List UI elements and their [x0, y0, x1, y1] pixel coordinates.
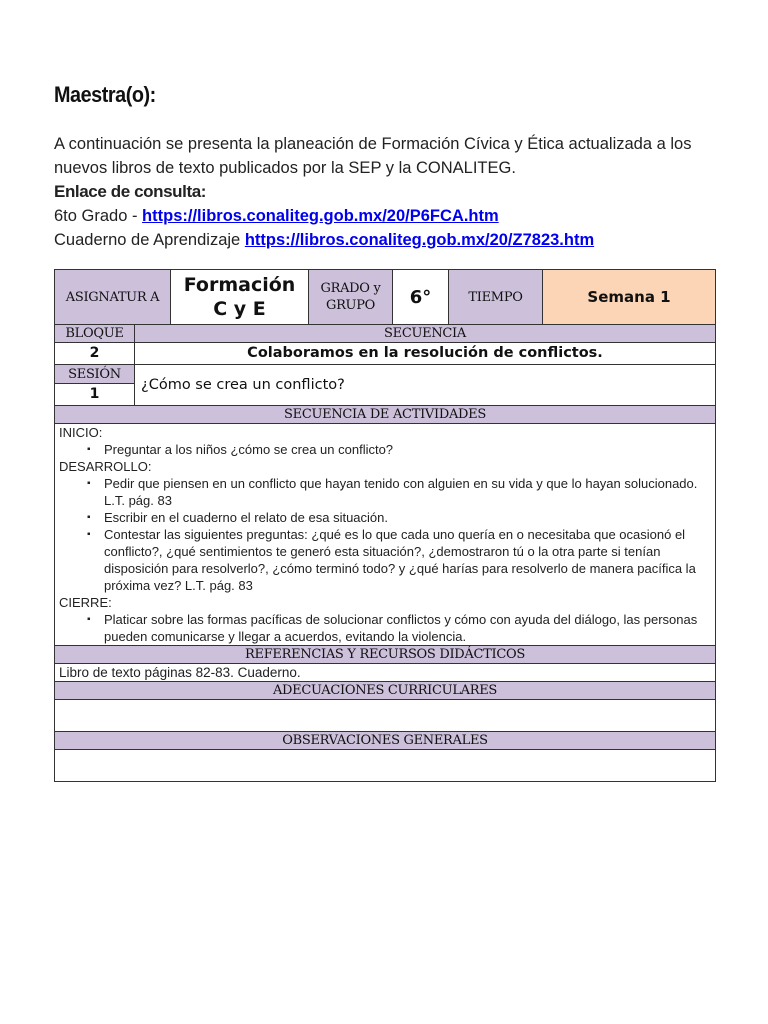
- referencias-value: Libro de texto páginas 82-83. Cuaderno.: [55, 664, 716, 682]
- asignatura-label: ASIGNATUR A: [55, 270, 171, 325]
- sesion-label: SESIÓN: [55, 365, 135, 384]
- inicio-list: [59, 441, 711, 458]
- grado-value: 6°: [393, 270, 449, 325]
- list-item: ▪ Escribir en el cuaderno el relato de esa situación.: [104, 509, 711, 526]
- links-heading: Enlace de consulta:: [54, 182, 207, 201]
- activities-cell: [55, 424, 716, 646]
- link2-line: [54, 228, 715, 252]
- bloque-value: 2: [55, 343, 135, 365]
- intro-text: A continuación se presenta la planeación de Formación Cívica y Ética actualizada a los nuevos libros de texto publicados por la SEP y la CONALITEG.: [54, 135, 692, 177]
- list-item: ▪ Pedir que piensen en un conflicto que hayan tenido con alguien en su vida y que lo hayan solucionado. L.T. pág. 83: [104, 475, 711, 509]
- referencias-label: REFERENCIAS Y RECURSOS DIDÁCTICOS: [55, 646, 716, 664]
- sesion-title: ¿Cómo se crea un conflicto?: [135, 365, 716, 406]
- observaciones-value: [55, 750, 716, 782]
- desarrollo-label: DESARROLLO:: [59, 459, 152, 474]
- link1-line: [54, 204, 715, 228]
- observaciones-label: OBSERVACIONES GENERALES: [55, 732, 716, 750]
- adecuaciones-value: [55, 700, 716, 732]
- inicio-label: INICIO:: [59, 425, 103, 440]
- link1-label: 6to Grado -: [54, 207, 143, 225]
- sesion-value: 1: [55, 384, 135, 406]
- grado-label: GRADO y GRUPO: [309, 270, 393, 325]
- cierre-list: [59, 611, 711, 645]
- secuencia-value: Colaboramos en la resolución de conflictos.: [135, 343, 716, 365]
- link-cuaderno[interactable]: https://libros.conaliteg.gob.mx/20/Z7823.htm: [244, 231, 595, 249]
- page-title: Maestra(o):: [54, 82, 156, 107]
- intro-block: [54, 132, 715, 252]
- actividades-label: SECUENCIA DE ACTIVIDADES: [55, 406, 716, 424]
- bloque-label: BLOQUE: [55, 325, 135, 343]
- list-item: ▪ Platicar sobre las formas pacíficas de solucionar conflictos y cómo con ayuda del diálogo, las personas pueden comunicarse y llegar a acuerdos, evitando la violencia.: [104, 611, 711, 645]
- list-item: ▪ Preguntar a los niños ¿cómo se crea un conflicto?: [104, 441, 711, 458]
- link2-label: Cuaderno de Aprendizaje: [54, 231, 245, 249]
- tiempo-value: Semana 1: [543, 270, 716, 325]
- adecuaciones-label: ADECUACIONES CURRICULARES: [55, 682, 716, 700]
- cierre-label: CIERRE:: [59, 595, 112, 610]
- list-item: ▪ Contestar las siguientes preguntas: ¿qué es lo que cada uno quería en o necesitaba que ocasionó el conflicto?, ¿qué sentimientos te generó esta situación?, ¿demostraron tú o la otra parte si tenían disposición para resolverlo?, ¿cómo terminó todo? y ¿qué harías para resolverlo de manera pacífica la próxima vez? L.T. pág. 83: [104, 526, 711, 594]
- desarrollo-list: [59, 475, 711, 594]
- tiempo-label: TIEMPO: [449, 270, 543, 325]
- planning-table: [54, 269, 716, 782]
- asignatura-value: Formación C y E: [171, 270, 309, 325]
- secuencia-label: SECUENCIA: [135, 325, 716, 343]
- link-6to-grado[interactable]: https://libros.conaliteg.gob.mx/20/P6FCA.htm: [142, 207, 499, 225]
